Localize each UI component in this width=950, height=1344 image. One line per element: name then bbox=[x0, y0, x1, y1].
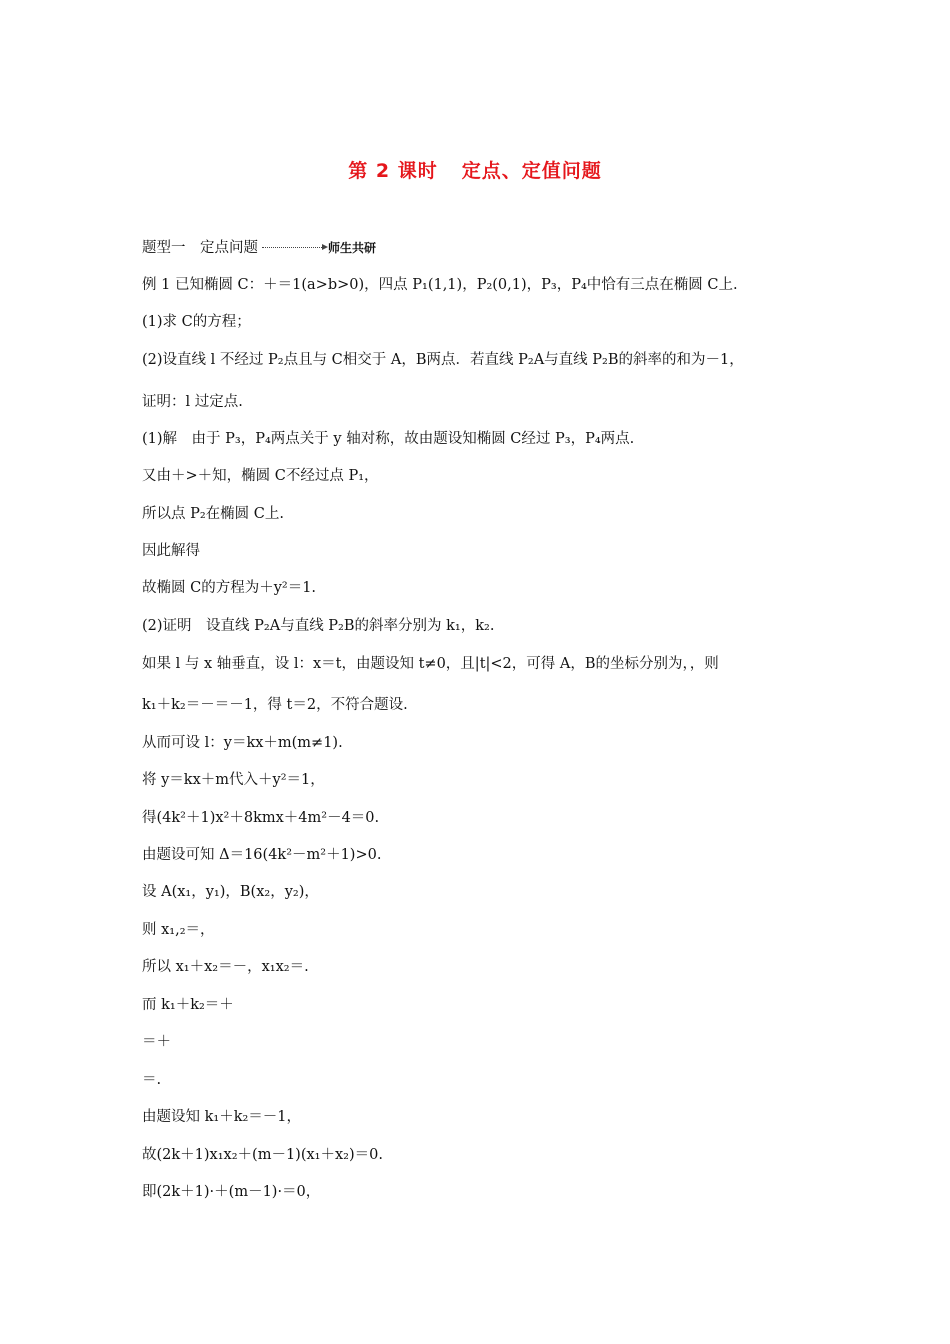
problem-part-2-cont: 证明：l 过定点. bbox=[142, 394, 243, 410]
solution-line: 因此解得 bbox=[142, 543, 200, 559]
dotted-arrow-icon bbox=[262, 247, 326, 249]
problem-part-1: (1)求 C的方程； bbox=[142, 314, 251, 330]
proof-line: 故(2k＋1)x₁x₂＋(m－1)(x₁＋x₂)＝0. bbox=[142, 1147, 383, 1163]
solution-line: (1)解 由于 P₃，P₄两点关于 y 轴对称，故由题设知椭圆 C经过 P₃，P₄两点. bbox=[142, 431, 635, 447]
section-heading bbox=[142, 238, 376, 258]
proof-line: (2)证明 设直线 P₂A与直线 P₂B的斜率分别为 k₁，k₂. bbox=[142, 618, 495, 634]
proof-line: ＝. bbox=[142, 1072, 162, 1088]
proof-line: 由题设可知 Δ＝16(4k²－m²＋1)>0. bbox=[142, 847, 382, 863]
proof-line: 所以 x₁＋x₂＝－，x₁x₂＝. bbox=[142, 959, 309, 975]
problem-part-2: (2)设直线 l 不经过 P₂点且与 C相交于 A，B两点．若直线 P₂A与直线 P₂B的斜率的和为－1， bbox=[142, 352, 744, 368]
solution-line: 又由＋>＋知，椭圆 C不经过点 P₁， bbox=[142, 468, 379, 484]
proof-line: 即(2k＋1)·＋(m－1)·＝0， bbox=[142, 1184, 321, 1200]
proof-line: 而 k₁＋k₂＝＋ bbox=[142, 997, 234, 1013]
proof-line: 如果 l 与 x 轴垂直，设 l：x＝t，由题设知 t≠0，且|t|<2，可得 A，B的坐标分别为，，则 bbox=[142, 656, 719, 672]
problem-statement: 例 1 已知椭圆 C：＋＝1(a>b>0)，四点 P₁(1,1)，P₂(0,1)，P₃，P₄中恰有三点在椭圆 C上. bbox=[142, 277, 738, 293]
proof-line: 得(4k²＋1)x²＋8kmx＋4m²－4＝0. bbox=[142, 810, 380, 826]
proof-line: 由题设知 k₁＋k₂＝－1， bbox=[142, 1109, 302, 1125]
lesson-title bbox=[0, 156, 950, 183]
proof-line: 从而可设 l：y＝kx＋m(m≠1). bbox=[142, 735, 343, 751]
solution-line: 所以点 P₂在椭圆 C上. bbox=[142, 506, 284, 522]
proof-line: 设 A(x₁，y₁)，B(x₂，y₂)， bbox=[142, 884, 319, 900]
lesson-number: 第 2 课时 bbox=[348, 160, 438, 182]
proof-line: 将 y＝kx＋m代入＋y²＝1， bbox=[142, 772, 325, 788]
lesson-topic: 定点、定值问题 bbox=[461, 160, 602, 182]
proof-line: 则 x₁,₂＝， bbox=[142, 922, 215, 938]
proof-line: ＝＋ bbox=[142, 1034, 171, 1050]
proof-line: k₁＋k₂＝－＝－1，得 t＝2，不符合题设. bbox=[142, 697, 408, 713]
solution-line: 故椭圆 C的方程为＋y²＝1. bbox=[142, 580, 317, 596]
section-label: 题型一 定点问题 bbox=[142, 240, 258, 256]
section-tag: 师生共研 bbox=[328, 241, 377, 255]
